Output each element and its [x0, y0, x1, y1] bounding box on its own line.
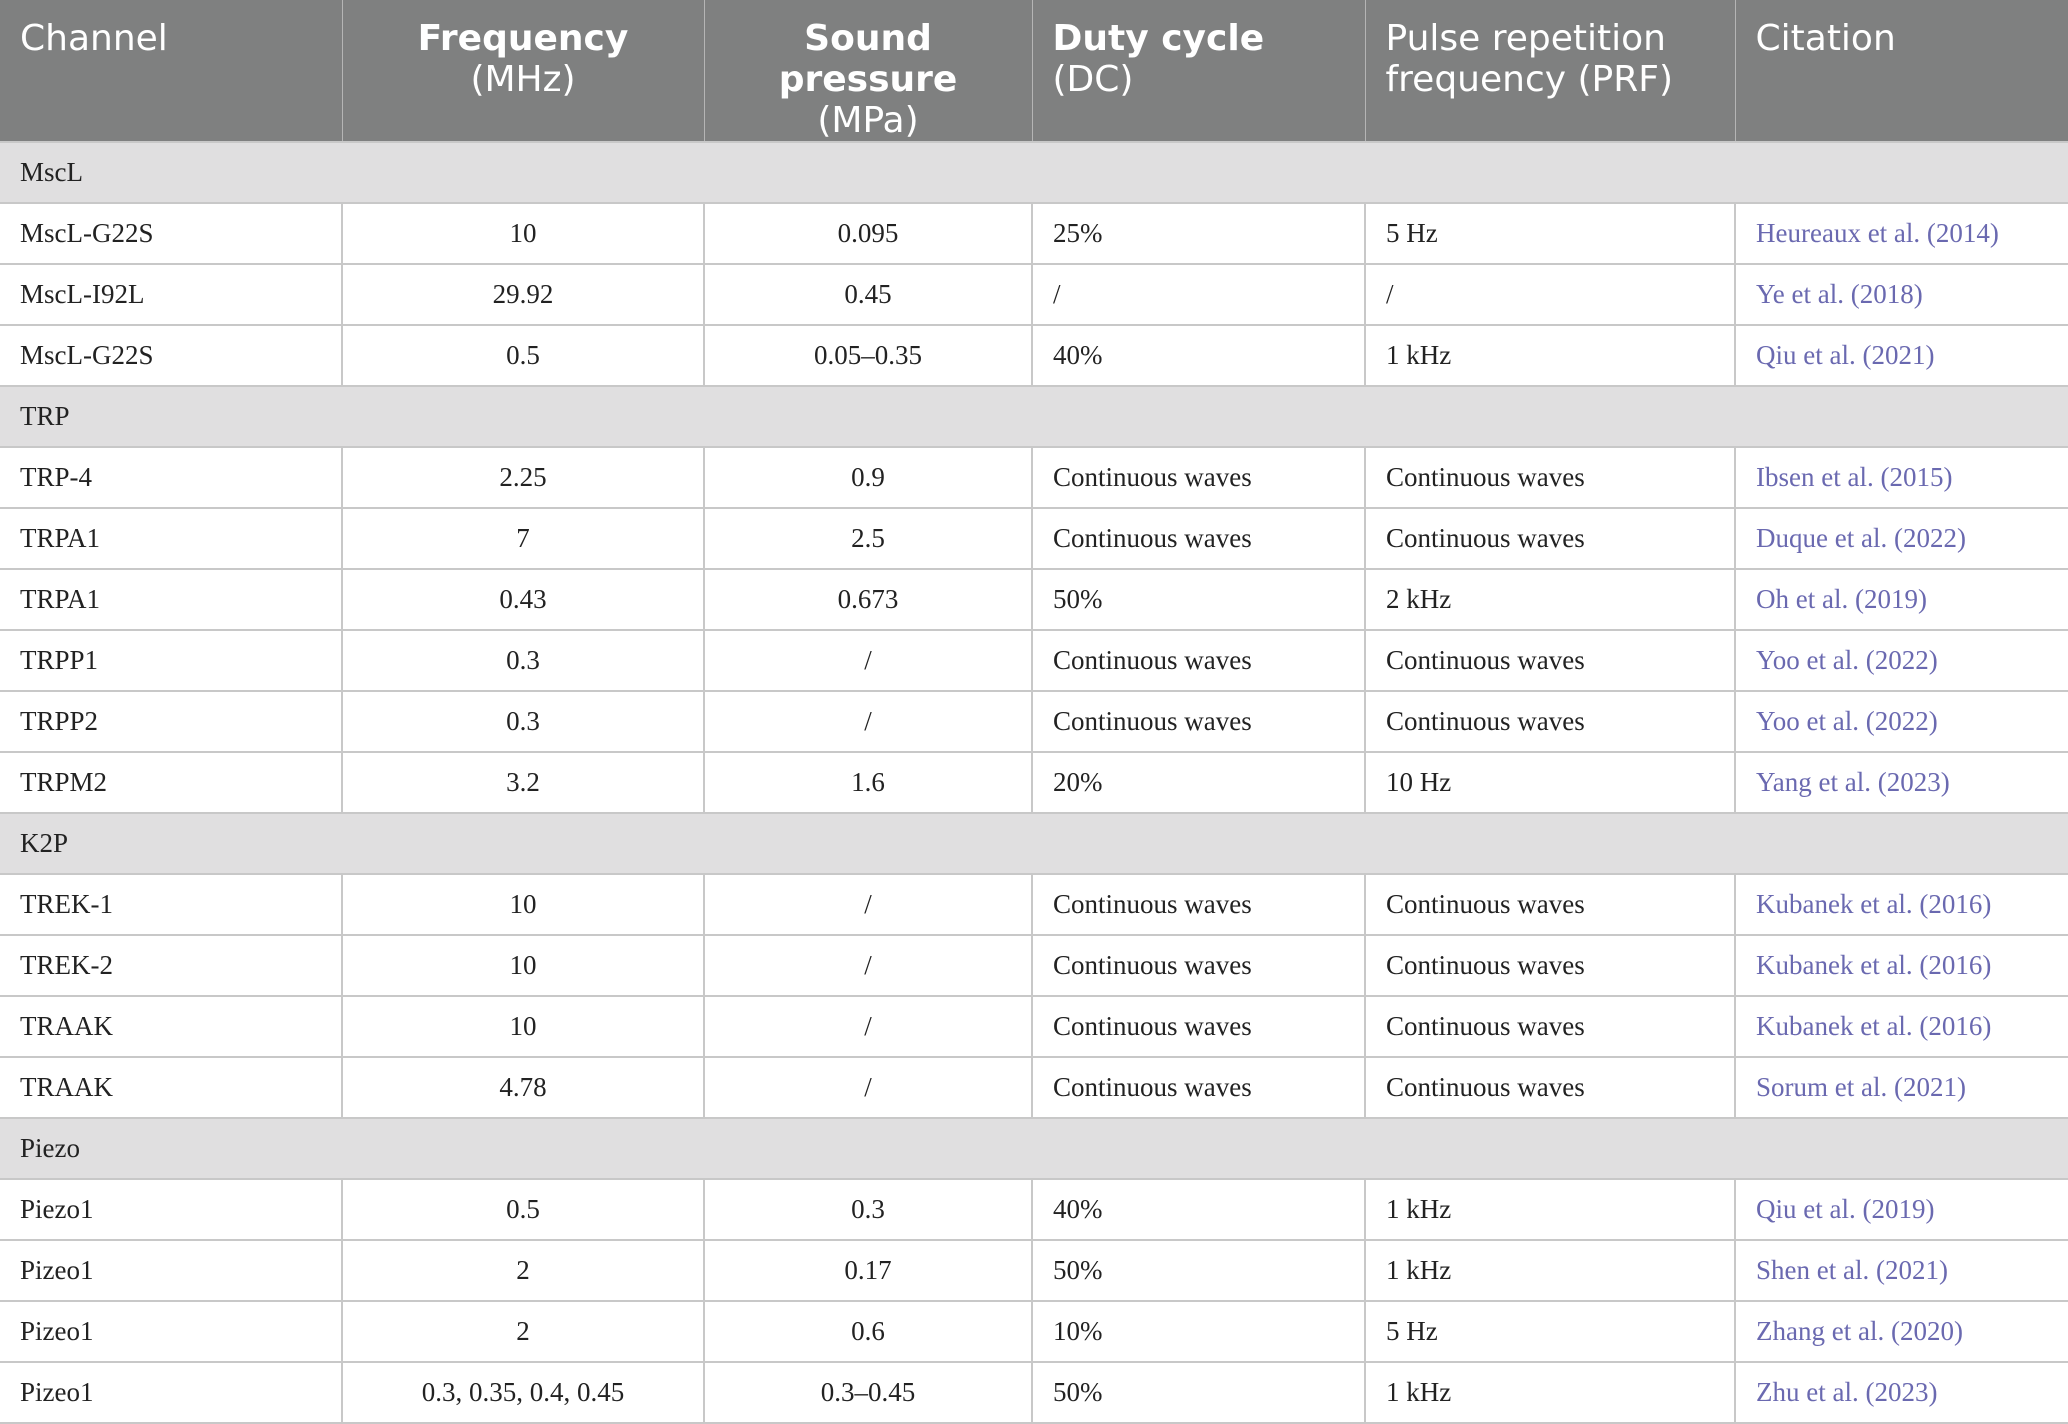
group-row: [0, 813, 2068, 874]
cell-duty-cycle: 50%: [1032, 1362, 1365, 1423]
cell-channel: MscL-G22S: [0, 325, 342, 386]
cell-frequency: 2: [342, 1301, 704, 1362]
cell-duty-cycle: Continuous waves: [1032, 508, 1365, 569]
group-label: MscL: [0, 142, 2068, 203]
cell-sound-pressure: 0.095: [704, 203, 1032, 264]
cell-channel: Pizeo1: [0, 1362, 342, 1423]
header-prf: Pulse repetition frequency (PRF): [1365, 0, 1735, 142]
cell-sound-pressure: 0.17: [704, 1240, 1032, 1301]
cell-citation[interactable]: Ye et al. (2018): [1735, 264, 2068, 325]
cell-prf: Continuous waves: [1365, 935, 1735, 996]
cell-sound-pressure: 0.3–0.45: [704, 1362, 1032, 1423]
cell-citation[interactable]: Zhang et al. (2020): [1735, 1301, 2068, 1362]
cell-frequency: 0.3: [342, 630, 704, 691]
cell-prf: 1 kHz: [1365, 1240, 1735, 1301]
table-row: [0, 935, 2068, 996]
cell-sound-pressure: /: [704, 874, 1032, 935]
cell-frequency: 10: [342, 874, 704, 935]
cell-citation[interactable]: Sorum et al. (2021): [1735, 1057, 2068, 1118]
cell-citation[interactable]: Yang et al. (2023): [1735, 752, 2068, 813]
cell-channel: TRPP1: [0, 630, 342, 691]
cell-citation[interactable]: Kubanek et al. (2016): [1735, 874, 2068, 935]
cell-duty-cycle: Continuous waves: [1032, 691, 1365, 752]
cell-duty-cycle: Continuous waves: [1032, 630, 1365, 691]
cell-duty-cycle: 20%: [1032, 752, 1365, 813]
cell-frequency: 7: [342, 508, 704, 569]
cell-prf: 1 kHz: [1365, 325, 1735, 386]
cell-channel: TRP-4: [0, 447, 342, 508]
table-row: [0, 1240, 2068, 1301]
cell-duty-cycle: Continuous waves: [1032, 1057, 1365, 1118]
cell-citation[interactable]: Duque et al. (2022): [1735, 508, 2068, 569]
cell-frequency: 0.43: [342, 569, 704, 630]
cell-sound-pressure: /: [704, 1057, 1032, 1118]
cell-channel: Pizeo1: [0, 1240, 342, 1301]
cell-frequency: 10: [342, 203, 704, 264]
cell-prf: 5 Hz: [1365, 203, 1735, 264]
cell-sound-pressure: 1.6: [704, 752, 1032, 813]
table-row: [0, 1057, 2068, 1118]
cell-prf: Continuous waves: [1365, 1057, 1735, 1118]
cell-channel: TRPA1: [0, 508, 342, 569]
group-row: [0, 142, 2068, 203]
cell-duty-cycle: /: [1032, 264, 1365, 325]
table-row: [0, 447, 2068, 508]
cell-frequency: 10: [342, 935, 704, 996]
cell-prf: Continuous waves: [1365, 996, 1735, 1057]
table-row: [0, 264, 2068, 325]
cell-duty-cycle: 10%: [1032, 1301, 1365, 1362]
cell-sound-pressure: /: [704, 996, 1032, 1057]
cell-frequency: 0.5: [342, 1179, 704, 1240]
cell-channel: TRPP2: [0, 691, 342, 752]
table-row: [0, 691, 2068, 752]
cell-channel: TRAAK: [0, 996, 342, 1057]
table-row: [0, 569, 2068, 630]
cell-frequency: 10: [342, 996, 704, 1057]
cell-frequency: 2.25: [342, 447, 704, 508]
cell-citation[interactable]: Ibsen et al. (2015): [1735, 447, 2068, 508]
cell-sound-pressure: 0.6: [704, 1301, 1032, 1362]
cell-sound-pressure: 0.9: [704, 447, 1032, 508]
cell-prf: 10 Hz: [1365, 752, 1735, 813]
table-row: [0, 325, 2068, 386]
cell-frequency: 0.3: [342, 691, 704, 752]
cell-citation[interactable]: Qiu et al. (2021): [1735, 325, 2068, 386]
table-row: [0, 874, 2068, 935]
cell-citation[interactable]: Yoo et al. (2022): [1735, 691, 2068, 752]
cell-citation[interactable]: Kubanek et al. (2016): [1735, 935, 2068, 996]
cell-sound-pressure: 0.3: [704, 1179, 1032, 1240]
cell-duty-cycle: 40%: [1032, 1179, 1365, 1240]
table-header-row: [0, 0, 2068, 142]
cell-prf: 2 kHz: [1365, 569, 1735, 630]
cell-citation[interactable]: Oh et al. (2019): [1735, 569, 2068, 630]
cell-channel: TREK-1: [0, 874, 342, 935]
cell-citation[interactable]: Heureaux et al. (2014): [1735, 203, 2068, 264]
cell-citation[interactable]: Kubanek et al. (2016): [1735, 996, 2068, 1057]
group-label: TRP: [0, 386, 2068, 447]
cell-sound-pressure: /: [704, 630, 1032, 691]
cell-channel: TRPA1: [0, 569, 342, 630]
cell-prf: Continuous waves: [1365, 630, 1735, 691]
cell-duty-cycle: 40%: [1032, 325, 1365, 386]
cell-citation[interactable]: Qiu et al. (2019): [1735, 1179, 2068, 1240]
cell-prf: Continuous waves: [1365, 447, 1735, 508]
table-row: [0, 203, 2068, 264]
table-row: [0, 508, 2068, 569]
table-row: [0, 996, 2068, 1057]
group-label: Piezo: [0, 1118, 2068, 1179]
cell-frequency: 4.78: [342, 1057, 704, 1118]
cell-channel: TRAAK: [0, 1057, 342, 1118]
cell-sound-pressure: 2.5: [704, 508, 1032, 569]
cell-frequency: 2: [342, 1240, 704, 1301]
cell-prf: Continuous waves: [1365, 508, 1735, 569]
header-channel: Channel: [0, 0, 342, 142]
cell-channel: TREK-2: [0, 935, 342, 996]
table-body: [0, 142, 2068, 1423]
cell-duty-cycle: Continuous waves: [1032, 935, 1365, 996]
cell-channel: MscL-G22S: [0, 203, 342, 264]
cell-prf: Continuous waves: [1365, 874, 1735, 935]
cell-channel: Pizeo1: [0, 1301, 342, 1362]
header-sound-pressure: Sound pressure (MPa): [704, 0, 1032, 142]
cell-prf: 1 kHz: [1365, 1179, 1735, 1240]
table-row: [0, 1362, 2068, 1423]
cell-sound-pressure: 0.05–0.35: [704, 325, 1032, 386]
cell-duty-cycle: 25%: [1032, 203, 1365, 264]
cell-frequency: 3.2: [342, 752, 704, 813]
cell-duty-cycle: Continuous waves: [1032, 996, 1365, 1057]
table-row: [0, 1301, 2068, 1362]
group-label: K2P: [0, 813, 2068, 874]
cell-frequency: 29.92: [342, 264, 704, 325]
cell-sound-pressure: 0.45: [704, 264, 1032, 325]
table-row: [0, 630, 2068, 691]
cell-sound-pressure: /: [704, 691, 1032, 752]
cell-frequency: 0.3, 0.35, 0.4, 0.45: [342, 1362, 704, 1423]
cell-duty-cycle: Continuous waves: [1032, 874, 1365, 935]
header-citation: Citation: [1735, 0, 2068, 142]
group-row: [0, 1118, 2068, 1179]
cell-channel: TRPM2: [0, 752, 342, 813]
cell-duty-cycle: 50%: [1032, 569, 1365, 630]
cell-duty-cycle: 50%: [1032, 1240, 1365, 1301]
cell-citation[interactable]: Yoo et al. (2022): [1735, 630, 2068, 691]
cell-citation[interactable]: Zhu et al. (2023): [1735, 1362, 2068, 1423]
group-row: [0, 386, 2068, 447]
cell-sound-pressure: 0.673: [704, 569, 1032, 630]
cell-sound-pressure: /: [704, 935, 1032, 996]
cell-duty-cycle: Continuous waves: [1032, 447, 1365, 508]
cell-prf: 1 kHz: [1365, 1362, 1735, 1423]
cell-channel: Piezo1: [0, 1179, 342, 1240]
cell-prf: Continuous waves: [1365, 691, 1735, 752]
table-row: [0, 752, 2068, 813]
cell-prf: /: [1365, 264, 1735, 325]
header-duty-cycle: Duty cycle (DC): [1032, 0, 1365, 142]
table-row: [0, 1179, 2068, 1240]
header-frequency: Frequency (MHz): [342, 0, 704, 142]
cell-channel: MscL-I92L: [0, 264, 342, 325]
cell-citation[interactable]: Shen et al. (2021): [1735, 1240, 2068, 1301]
cell-prf: 5 Hz: [1365, 1301, 1735, 1362]
cell-frequency: 0.5: [342, 325, 704, 386]
